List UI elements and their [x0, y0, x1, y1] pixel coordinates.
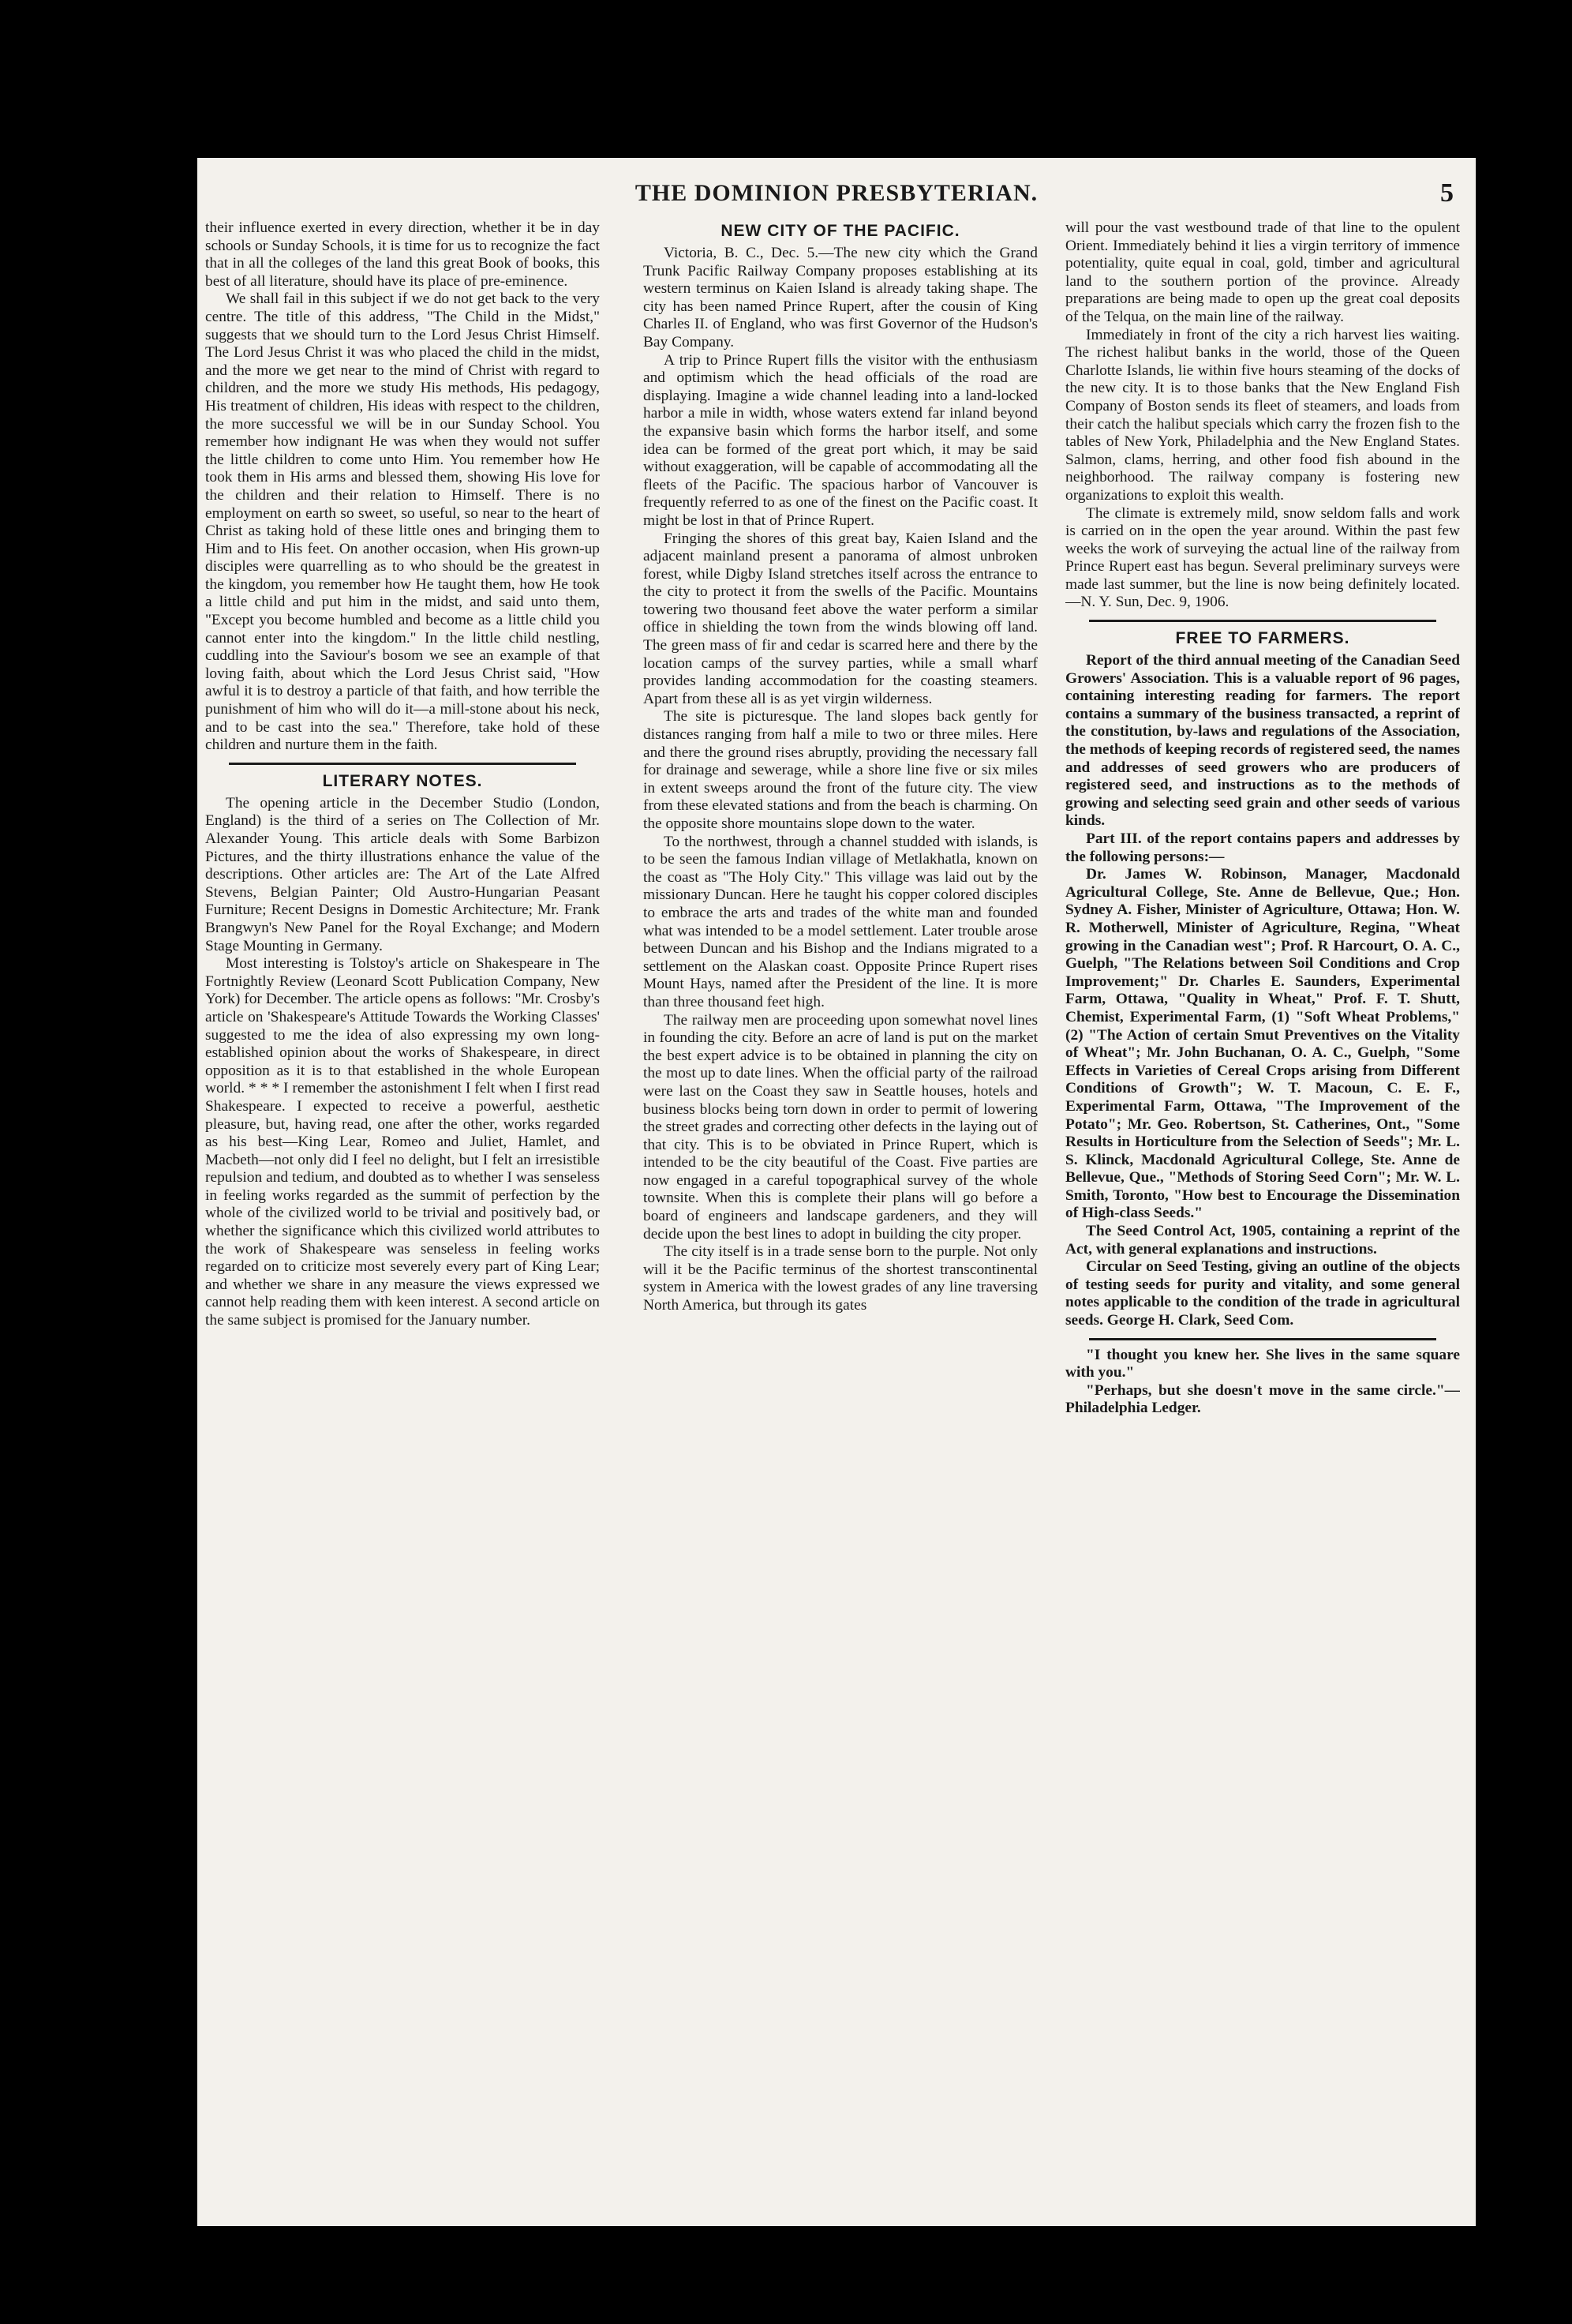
farmers-article: [1065, 652, 1460, 1330]
page-header: [197, 180, 1476, 219]
article-paragraph: The city itself is in a trade sense born to the purple. Not only will it be the Pacific terminus of the shortest transcontinental system in America with the lowest grades of any line traversing North America, but through its gates: [643, 1243, 1038, 1314]
article-paragraph: Immediately in front of the city a rich harvest lies waiting. The richest halibut banks in the world, those of the Queen Charlotte Islands, lie within five hours steaming of the docks of the new city. It is to those banks that the New England Fish Company of Boston sends its fleet of steamers, and loads from their catch the halibut specials which carry the frozen fish to the tables of New York, Philadelphia and the New England States. Salmon, clams, herring, and other food fish abound in the neighborhood. The railway company is fostering new organizations to exploit this wealth.: [1065, 326, 1460, 504]
section-heading-new-city: NEW CITY OF THE PACIFIC.: [720, 222, 960, 240]
page-number: 5: [1440, 178, 1454, 208]
article-paragraph: will pour the vast westbound trade of that line to the opulent Orient. Immediately behind it lies a virgin territory of immence potentiality, quite equal in coal, gold, timber and agricultural land to the southern portion of the province. Already preparations are being made to open up the great coal deposits of the Telqua, on the main line of the railway.: [1065, 219, 1460, 325]
article-paragraph: To the northwest, through a channel studded with islands, is to be seen the famous Indian village of Metlakhatla, known on the coast as "The Holy City." This village was laid out by the missionary Duncan. Here he taught his copper colored disciples to embrace the arts and trades of the white man and founded what was intended to be a model settlement. Later trouble arose between Duncan and his Bishop and the Indians migrated to a settlement on the Alaskan coast. Opposite Prince Rupert rises Mount Hays, named after the President of the line. It is more than three thousand feet high.: [643, 833, 1038, 1010]
newspaper-page: [197, 158, 1476, 2226]
article-paragraph: The climate is extremely mild, snow seldom falls and work is carried on in the open the year around. Within the past few weeks the work of surveying the actual line of the railway from Prince Rupert east has begun. Several preliminary surveys were made last summer, but the line is now being definitely located.—N. Y. Sun, Dec. 9, 1906.: [1065, 504, 1460, 611]
column-2: [643, 219, 1038, 2210]
article-paragraph: Circular on Seed Testing, giving an outline of the objects of testing seeds for purity and vitality, and some general notes applicable to the condition of the trade in agricultural seeds. George H. Clark, Seed Com.: [1065, 1258, 1460, 1329]
column-3: [1065, 219, 1460, 2210]
section-divider: [1089, 1338, 1436, 1340]
article-paragraph: A trip to Prince Rupert fills the visitor with the enthusiasm and optimism which the head officials of the road are displaying. Imagine a wide channel leading into a land-locked harbor a mile in width, whose waters extend far inland beyond the expansive basin which forms the harbor itself, and some idea can be formed of the great port which, it may be said without exaggeration, will be capable of accommodating all the fleets of the Pacific. The spacious harbor of Vancouver is frequently referred to as one of the finest on the Pacific coast. It might be lost in that of Prince Rupert.: [643, 351, 1038, 529]
article-paragraph: Part III. of the report contains papers and addresses by the following persons:—: [1065, 830, 1460, 865]
joke-snippet: [1065, 1347, 1460, 1418]
article-paragraph: Fringing the shores of this great bay, Kaien Island and the adjacent mainland present a panorama of almost unbroken forest, while Digby Island stretches itself across the entrance to the city to protect it from the swells of the Pacific. Mountains towering two thousand feet above the water perform a similar office in shielding the town from the winds blowing off land. The green mass of fir and cedar is scarred here and there by the location camps of the survey parties, while a small wharf provides landing accommodation for the coasting steamers. Apart from these all is as yet virgin wilderness.: [643, 530, 1038, 707]
article-paragraph: their influence exerted in every direction, whether it be in day schools or Sunday Schools, it is time for us to recognize the fact that in all the colleges of the land this great Book of books, this best of all literature, should have its place of pre-eminence.: [205, 219, 600, 290]
masthead: THE DOMINION PRESBYTERIAN.: [634, 180, 1039, 206]
column-1: [205, 219, 600, 2210]
article-paragraph: Victoria, B. C., Dec. 5.—The new city which the Grand Trunk Pacific Railway Company proposes establishing at its western terminus on Kaien Island is already taking shape. The city has been named Prince Rupert, after the cousin of King Charles II. of England, who was first Governor of the Hudson's Bay Company.: [643, 245, 1038, 350]
article-paragraph: The Seed Control Act, 1905, containing a reprint of the Act, with general explanations and instructions.: [1065, 1223, 1460, 1258]
article-paragraph: The railway men are proceeding upon somewhat novel lines in founding the city. Before an acre of land is put on the market the best expert advice is to be obtained in planning the city on the most up to date lines. When the official party of the railroad were last on the Coast they saw in Seattle houses, hotels and business blocks being torn down in order to permit of lowering the street grades and correcting other defects in the laying out of that city. This is to be obviated in Prince Rupert, which is intended to be the city beautiful of the Coast. Five parties are now engaged in a careful topographical survey of the whole townsite. When this is complete their plans will go before a board of engineers and landscape gardeners, and they will decide upon the best lines to adopt in building the city proper.: [643, 1011, 1038, 1243]
article-paragraph: Dr. James W. Robinson, Manager, Macdonald Agricultural College, Ste. Anne de Bellevue, Que.; Hon. Sydney A. Fisher, Minister of Agriculture, Ottawa; Hon. W. R. Motherwell, Minister of Agriculture, Regina, "Wheat growing in the Canadian west"; Prof. R Harcourt, O. A. C., Guelph, "The Relations between Soil Conditions and Crop Improvement;" Dr. Charles E. Saunders, Experimental Farm, Ottawa, "Quality in Wheat," Prof. F. T. Shutt, Chemist, Experimental Farm, (1) "Soft Wheat Problems," (2) "The Action of certain Smut Preventives on the Vitality of Wheat"; Mr. John Buchanan, O. A. C., Guelph, "Some Effects in Varieties of Cereal Crops arising from Different Conditions of Growth"; W. T. Macoun, C. E. F., Experimental Farm, Ottawa, "The Improvement of the Potato"; Mr. Geo. Robertson, St. Catherines, Ont., "Some Results in Horticulture from the Selection of Seeds"; Mr. L. S. Klinck, Macdonald Agricultural College, Ste. Anne de Bellevue, Que., "Methods of Storing Seed Corn"; Mr. W. L. Smith, Toronto, "How best to Encourage the Dissemination of High-class Seeds.": [1065, 866, 1460, 1222]
joke-paragraph: "I thought you knew her. She lives in the same square with you.": [1065, 1346, 1460, 1381]
section-divider: [1089, 620, 1436, 622]
article-paragraph: We shall fail in this subject if we do not get back to the very centre. The title of this address, "The Child in the Midst," suggests that we should turn to the Lord Jesus Christ Himself. The Lord Jesus Christ it was who placed the child in the midst, and the more we get near to the mind of Christ with regard to children, and the more we study His methods, His pedagogy, His treatment of children, His ideas with respect to the children, the more successful we will be in our Sunday School. You remember how indignant He was when they would not suffer the little children to come unto Him. You remember how He took them in His arms and blessed them, showing His love for the children and their relation to Himself. There is no employment on earth so sweet, so useful, so near to the heart of Christ as taking hold of these little ones and bringing them to Him and to His feet. On another occasion, when His grown-up disciples were quarrelling as to who should be the greatest in the kingdom, you remember how He taught them, how He took a little child and put him in the midst, and said unto them, "Except you become humbled and become as a little child you cannot enter into the kingdom." In the little child nestling, cuddling into the Saviour's bosom we see an example of that loving faith, about which the Lord Jesus Christ said, "How awful it is to destroy a particle of that faith, and how terrible the punishment of him who will do it—a mill-stone about his neck, and to be cast into the sea." Therefore, take hold of these children and nurture them in the faith.: [205, 290, 600, 754]
article-paragraph: The site is picturesque. The land slopes back gently for distances ranging from half a mile to two or three miles. Here and there the ground rises abruptly, providing the necessary fall for drainage and sewerage, while a shore line five or six miles in extent sweeps around the front of the future city. The view from these elevated stations and from the beach is charming. On the opposite shore mountains slope down to the water.: [643, 708, 1038, 832]
section-heading-free-to-farmers: FREE TO FARMERS.: [1175, 629, 1350, 648]
section-heading-literary-notes: LITERARY NOTES.: [322, 771, 483, 790]
section-divider: [229, 763, 576, 765]
article-paragraph: The opening article in the December Studio (London, England) is the third of a series on The Collection of Mr. Alexander Young. This article deals with Some Barbizon Pictures, and the thirty illustrations enhance the value of the descriptions. Other articles are: The Art of the Late Alfred Stevens, Belgian Painter; Old Austro-Hungarian Peasant Furniture; Recent Designs in Domestic Architecture; Mr. Frank Brangwyn's New Panel for the Royal Exchange; and Modern Stage Mounting in Germany.: [205, 794, 600, 954]
article-paragraph: Most interesting is Tolstoy's article on Shakespeare in The Fortnightly Review (Leonard Scott Publication Company, New York) for December. The article opens as follows: "Mr. Crosby's article on 'Shakespeare's Attitude Towards the Working Classes' suggested to me the idea of also expressing my own long-established opinion about the works of Shakespeare, in direct opposition as it is to that established in the whole European world. * * * I remember the astonishment I felt when I first read Shakespeare. I expected to receive a powerful, aesthetic pleasure, but, having read, one after the other, works regarded as his best—King Lear, Romeo and Juliet, Hamlet, and Macbeth—not only did I feel no delight, but I felt an irresistible repulsion and tedium, and doubted as to whether I was senseless in feeling works regarded as the summit of perfection by the whole of the civilized world to be trivial and positively bad, or whether the significance which this civilized world attributes to the work of Shakespeare was senseless in feeling works regarded on to criticize most severely every part of King Lear; and whether we share in any measure the views expressed we cannot help reading them with keen interest. A second article on the same subject is promised for the January number.: [205, 955, 600, 1329]
joke-paragraph: "Perhaps, but she doesn't move in the same circle."—Philadelphia Ledger.: [1065, 1381, 1460, 1417]
article-paragraph: Report of the third annual meeting of the Canadian Seed Growers' Association. This is a valuable report of 96 pages, containing interesting reading for farmers. The report contains a summary of the business transacted, a reprint of the constitution, by-laws and regulations of the Association, the methods of keeping records of registered seed, the names and addresses of seed growers who are producers of registered seed, and instructions as to the methods of growing and selecting seed grain and other seeds of various kinds.: [1065, 652, 1460, 830]
